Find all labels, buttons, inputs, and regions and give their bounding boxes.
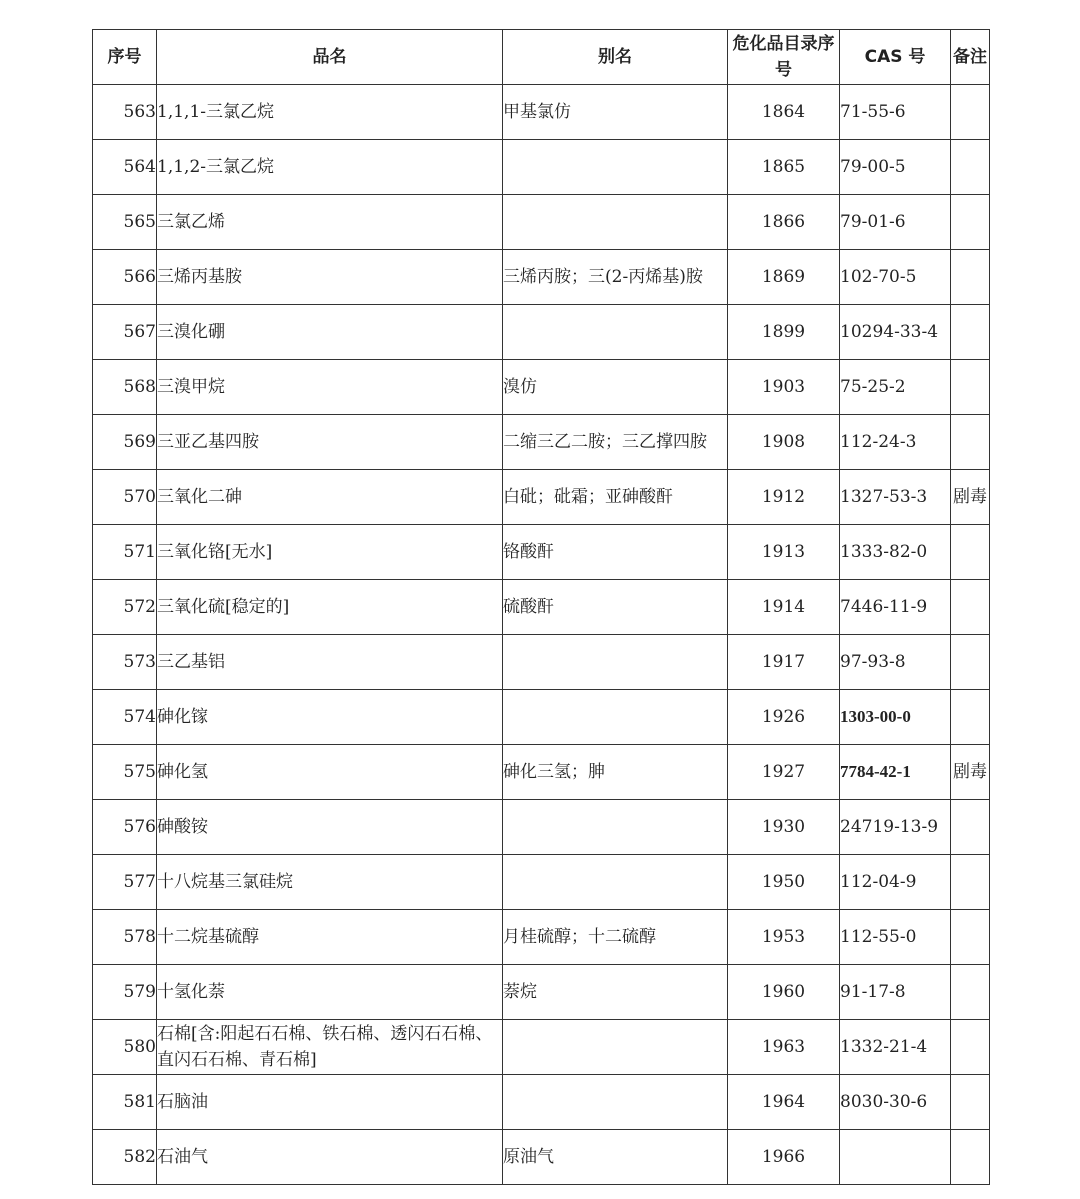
row-alias: 白砒；砒霜；亚砷酸酐 (503, 470, 728, 525)
header-seq: 序号 (93, 30, 157, 85)
row-seq: 563 (93, 85, 157, 140)
table-row (93, 1075, 990, 1130)
row-name: 石棉[含:阳起石石棉、铁石棉、透闪石石棉、直闪石石棉、青石棉] (157, 1020, 503, 1075)
row-seq: 569 (93, 415, 157, 470)
row-cas: 1333-82-0 (840, 525, 951, 580)
table-row (93, 635, 990, 690)
row-alias: 原油气 (503, 1130, 728, 1185)
row-name: 三氯乙烯 (157, 195, 503, 250)
table-row (93, 415, 990, 470)
row-note (951, 305, 990, 360)
row-cas: 79-01-6 (840, 195, 951, 250)
row-catalog-number: 1950 (728, 855, 840, 910)
row-catalog-number: 1912 (728, 470, 840, 525)
row-name: 砷化氢 (157, 745, 503, 800)
row-seq: 580 (93, 1020, 157, 1075)
row-name: 三氧化二砷 (157, 470, 503, 525)
row-note (951, 140, 990, 195)
row-note (951, 250, 990, 305)
row-name: 三溴化硼 (157, 305, 503, 360)
row-name: 1,1,2-三氯乙烷 (157, 140, 503, 195)
table-row (93, 525, 990, 580)
row-alias (503, 800, 728, 855)
row-name: 三氧化铬[无水] (157, 525, 503, 580)
header-name: 品名 (157, 30, 503, 85)
row-seq: 564 (93, 140, 157, 195)
row-name: 三乙基铝 (157, 635, 503, 690)
row-catalog-number: 1865 (728, 140, 840, 195)
table-row (93, 910, 990, 965)
table-row (93, 745, 990, 800)
row-name: 十八烷基三氯硅烷 (157, 855, 503, 910)
row-cas: 10294-33-4 (840, 305, 951, 360)
row-note: 剧毒 (951, 470, 990, 525)
row-note (951, 910, 990, 965)
table-row (93, 855, 990, 910)
row-name: 砷酸铵 (157, 800, 503, 855)
row-seq: 572 (93, 580, 157, 635)
row-cas: 8030-30-6 (840, 1075, 951, 1130)
row-cas: 79-00-5 (840, 140, 951, 195)
row-name: 三亚乙基四胺 (157, 415, 503, 470)
row-note (951, 360, 990, 415)
row-seq: 579 (93, 965, 157, 1020)
row-name: 三烯丙基胺 (157, 250, 503, 305)
row-alias: 铬酸酐 (503, 525, 728, 580)
row-alias: 砷化三氢；胂 (503, 745, 728, 800)
row-alias (503, 195, 728, 250)
row-cas: 7446-11-9 (840, 580, 951, 635)
row-name: 1,1,1-三氯乙烷 (157, 85, 503, 140)
row-alias (503, 1075, 728, 1130)
table-row (93, 965, 990, 1020)
row-name: 三氧化硫[稳定的] (157, 580, 503, 635)
row-catalog-number: 1899 (728, 305, 840, 360)
row-note (951, 580, 990, 635)
row-seq: 566 (93, 250, 157, 305)
row-seq: 565 (93, 195, 157, 250)
table-row (93, 360, 990, 415)
row-seq: 568 (93, 360, 157, 415)
row-cas: 1332-21-4 (840, 1020, 951, 1075)
row-seq: 573 (93, 635, 157, 690)
row-catalog-number: 1964 (728, 1075, 840, 1130)
row-alias (503, 690, 728, 745)
row-note (951, 1020, 990, 1075)
table-row (93, 1130, 990, 1185)
row-cas: 112-04-9 (840, 855, 951, 910)
header-catalog-number: 危化品目录序号 (728, 30, 840, 85)
row-seq: 582 (93, 1130, 157, 1185)
row-catalog-number: 1866 (728, 195, 840, 250)
table-row (93, 470, 990, 525)
row-catalog-number: 1917 (728, 635, 840, 690)
row-alias: 硫酸酐 (503, 580, 728, 635)
row-name: 石油气 (157, 1130, 503, 1185)
row-alias (503, 1020, 728, 1075)
row-name: 砷化镓 (157, 690, 503, 745)
row-catalog-number: 1926 (728, 690, 840, 745)
row-catalog-number: 1930 (728, 800, 840, 855)
row-note (951, 855, 990, 910)
header-alias: 别名 (503, 30, 728, 85)
row-name: 三溴甲烷 (157, 360, 503, 415)
row-name: 十二烷基硫醇 (157, 910, 503, 965)
row-alias: 月桂硫醇；十二硫醇 (503, 910, 728, 965)
row-alias (503, 855, 728, 910)
row-catalog-number: 1966 (728, 1130, 840, 1185)
row-catalog-number: 1963 (728, 1020, 840, 1075)
row-cas: 102-70-5 (840, 250, 951, 305)
row-cas: 24719-13-9 (840, 800, 951, 855)
row-catalog-number: 1927 (728, 745, 840, 800)
row-alias (503, 140, 728, 195)
row-seq: 567 (93, 305, 157, 360)
row-seq: 576 (93, 800, 157, 855)
row-seq: 575 (93, 745, 157, 800)
row-cas: 75-25-2 (840, 360, 951, 415)
row-name: 十氢化萘 (157, 965, 503, 1020)
row-alias: 三烯丙胺；三(2-丙烯基)胺 (503, 250, 728, 305)
row-catalog-number: 1864 (728, 85, 840, 140)
row-cas: 1327-53-3 (840, 470, 951, 525)
header-row (93, 30, 990, 85)
row-seq: 571 (93, 525, 157, 580)
row-cas: 1303-00-0 (840, 690, 951, 745)
row-alias (503, 635, 728, 690)
row-cas: 112-24-3 (840, 415, 951, 470)
row-cas: 71-55-6 (840, 85, 951, 140)
row-catalog-number: 1869 (728, 250, 840, 305)
table-row (93, 195, 990, 250)
row-cas: 97-93-8 (840, 635, 951, 690)
row-alias: 甲基氯仿 (503, 85, 728, 140)
row-alias: 萘烷 (503, 965, 728, 1020)
row-note (951, 415, 990, 470)
row-note (951, 1075, 990, 1130)
header-cas: CAS 号 (840, 30, 951, 85)
table-row (93, 1020, 990, 1075)
header-note: 备注 (951, 30, 990, 85)
row-catalog-number: 1953 (728, 910, 840, 965)
row-cas: 91-17-8 (840, 965, 951, 1020)
table-row (93, 140, 990, 195)
row-note (951, 800, 990, 855)
row-catalog-number: 1913 (728, 525, 840, 580)
table-row (93, 580, 990, 635)
row-note (951, 635, 990, 690)
table-row (93, 85, 990, 140)
row-note (951, 690, 990, 745)
row-seq: 570 (93, 470, 157, 525)
table-row (93, 690, 990, 745)
row-catalog-number: 1960 (728, 965, 840, 1020)
row-note: 剧毒 (951, 745, 990, 800)
row-note (951, 965, 990, 1020)
row-note (951, 85, 990, 140)
row-catalog-number: 1903 (728, 360, 840, 415)
row-seq: 577 (93, 855, 157, 910)
row-note (951, 1130, 990, 1185)
row-alias (503, 305, 728, 360)
table-row (93, 305, 990, 360)
row-seq: 581 (93, 1075, 157, 1130)
table-row (93, 250, 990, 305)
row-name: 石脑油 (157, 1075, 503, 1130)
table-row (93, 800, 990, 855)
row-catalog-number: 1914 (728, 580, 840, 635)
row-alias: 溴仿 (503, 360, 728, 415)
row-seq: 578 (93, 910, 157, 965)
hazardous-chemicals-table (92, 29, 990, 1185)
row-catalog-number: 1908 (728, 415, 840, 470)
row-note (951, 195, 990, 250)
row-note (951, 525, 990, 580)
row-alias: 二缩三乙二胺；三乙撑四胺 (503, 415, 728, 470)
row-cas: 7784-42-1 (840, 745, 951, 800)
row-seq: 574 (93, 690, 157, 745)
row-cas: 112-55-0 (840, 910, 951, 965)
row-cas (840, 1130, 951, 1185)
